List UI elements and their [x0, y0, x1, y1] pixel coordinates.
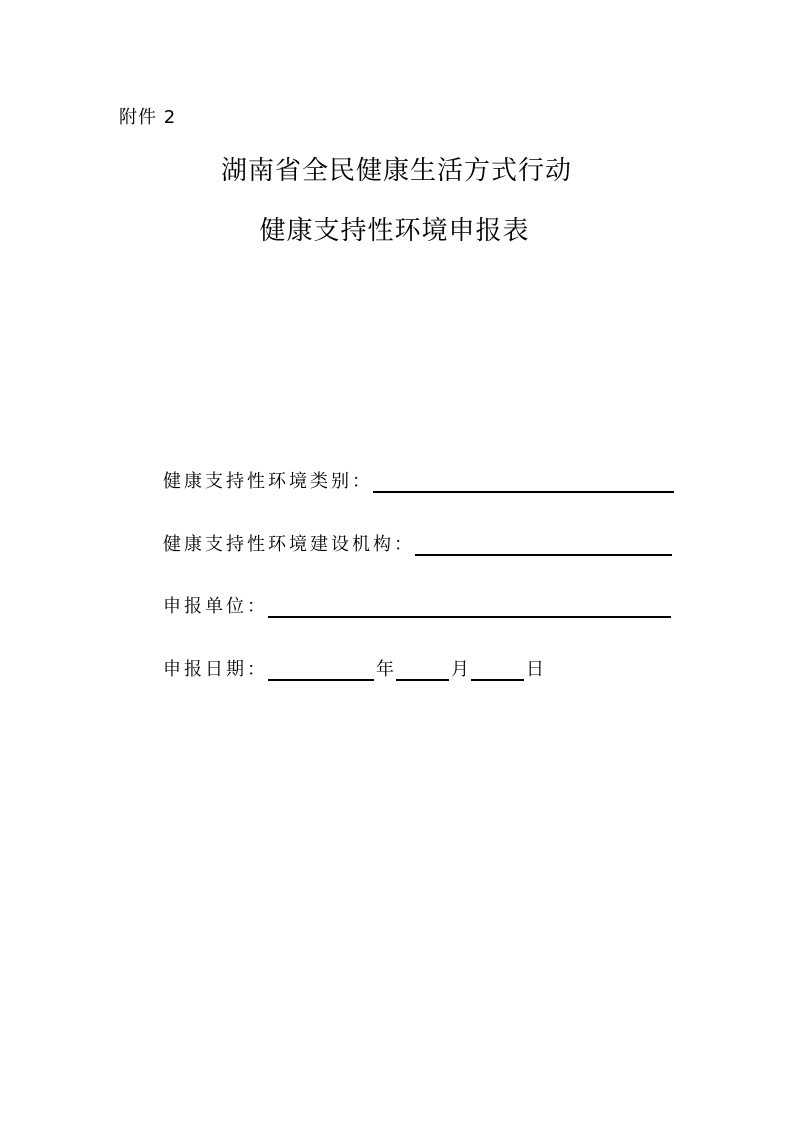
day-unit: 日 — [526, 659, 544, 680]
applicant-unit-blank-line[interactable] — [268, 596, 671, 618]
application-date-label: 申报日期： — [163, 659, 268, 680]
institution-field — [163, 533, 672, 557]
year-blank-line[interactable] — [268, 659, 374, 681]
month-unit: 月 — [451, 659, 469, 680]
month-blank-line[interactable] — [396, 659, 449, 681]
attachment-label: 附件 2 — [119, 107, 177, 128]
institution-label: 健康支持性环境建设机构： — [163, 534, 415, 555]
application-date-field — [163, 658, 544, 682]
category-label: 健康支持性环境类别： — [163, 471, 373, 492]
category-blank-line[interactable] — [373, 471, 674, 493]
applicant-unit-field — [163, 595, 671, 619]
document-title-line-1: 湖南省全民健康生活方式行动 — [220, 156, 572, 186]
day-blank-line[interactable] — [471, 659, 524, 681]
document-title-line-2: 健康支持性环境申报表 — [259, 216, 530, 246]
institution-blank-line[interactable] — [415, 534, 672, 556]
year-unit: 年 — [376, 659, 394, 680]
applicant-unit-label: 申报单位： — [163, 596, 268, 617]
category-field — [163, 470, 674, 494]
